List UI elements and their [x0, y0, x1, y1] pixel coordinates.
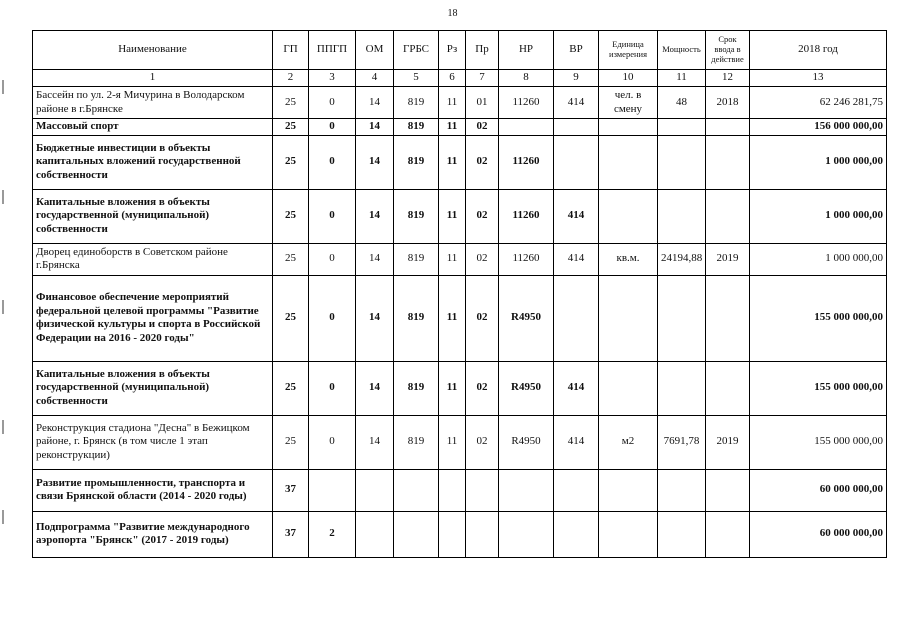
nr-cell	[499, 119, 554, 136]
column-number: 8	[499, 70, 554, 87]
term-cell: 2018	[706, 87, 750, 119]
table-row	[33, 275, 887, 361]
table-row	[33, 415, 887, 469]
table-row	[33, 189, 887, 243]
grbs-cell: 819	[394, 275, 439, 361]
term-cell	[706, 275, 750, 361]
term-cell	[706, 361, 750, 415]
nr-cell: 11260	[499, 87, 554, 119]
vr-cell: 414	[554, 243, 599, 275]
nr-cell: R4950	[499, 275, 554, 361]
power-cell	[658, 511, 706, 557]
grbs-cell: 819	[394, 87, 439, 119]
column-number: 7	[466, 70, 499, 87]
ppgp-cell: 0	[309, 119, 356, 136]
rz-cell	[439, 469, 466, 511]
amount-cell: 62 246 281,75	[750, 87, 887, 119]
header-cell: Наименование	[33, 31, 273, 70]
header-cell: Единица измерения	[599, 31, 658, 70]
vr-cell: 414	[554, 189, 599, 243]
page-number: 18	[447, 8, 458, 19]
column-number: 2	[273, 70, 309, 87]
nr-cell: 11260	[499, 189, 554, 243]
term-cell	[706, 189, 750, 243]
amount-cell: 60 000 000,00	[750, 469, 887, 511]
vr-cell	[554, 135, 599, 189]
row-name: Развитие промышленности, транспорта и связи Брянской области (2014 - 2020 годы)	[33, 469, 273, 511]
unit-cell	[599, 361, 658, 415]
power-cell: 7691,78	[658, 415, 706, 469]
rz-cell: 11	[439, 243, 466, 275]
om-cell: 14	[356, 275, 394, 361]
table-body	[33, 87, 887, 558]
column-number: 9	[554, 70, 599, 87]
amount-cell: 155 000 000,00	[750, 275, 887, 361]
nr-cell: R4950	[499, 415, 554, 469]
header-cell: 2018 год	[750, 31, 887, 70]
amount-cell: 60 000 000,00	[750, 511, 887, 557]
table-row	[33, 511, 887, 557]
gp-cell: 25	[273, 275, 309, 361]
gp-cell: 25	[273, 119, 309, 136]
column-number: 4	[356, 70, 394, 87]
om-cell: 14	[356, 415, 394, 469]
ppgp-cell: 0	[309, 361, 356, 415]
pr-cell: 02	[466, 415, 499, 469]
pr-cell: 01	[466, 87, 499, 119]
power-cell: 48	[658, 87, 706, 119]
nr-cell: R4950	[499, 361, 554, 415]
vr-cell	[554, 119, 599, 136]
column-number: 12	[706, 70, 750, 87]
header-cell: Рз	[439, 31, 466, 70]
power-cell	[658, 189, 706, 243]
grbs-cell: 819	[394, 415, 439, 469]
grbs-cell	[394, 511, 439, 557]
rz-cell: 11	[439, 415, 466, 469]
om-cell: 14	[356, 189, 394, 243]
amount-cell: 155 000 000,00	[750, 361, 887, 415]
vr-cell	[554, 511, 599, 557]
vr-cell: 414	[554, 415, 599, 469]
gp-cell: 25	[273, 135, 309, 189]
row-name: Бюджетные инвестиции в объекты капитальных вложений государственной собственности	[33, 135, 273, 189]
row-name: Бассейн по ул. 2-я Мичурина в Володарском районе в г.Брянске	[33, 87, 273, 119]
row-name: Реконструкция стадиона "Десна" в Бежицком районе, г. Брянск (в том числе 1 этап реконструкции)	[33, 415, 273, 469]
pr-cell: 02	[466, 243, 499, 275]
gp-cell: 25	[273, 415, 309, 469]
power-cell	[658, 469, 706, 511]
pr-cell: 02	[466, 275, 499, 361]
om-cell: 14	[356, 243, 394, 275]
table-row	[33, 361, 887, 415]
table-row	[33, 87, 887, 119]
header-cell: НР	[499, 31, 554, 70]
amount-cell: 1 000 000,00	[750, 189, 887, 243]
header-cell: Пр	[466, 31, 499, 70]
grbs-cell	[394, 469, 439, 511]
amount-cell: 1 000 000,00	[750, 135, 887, 189]
table-row	[33, 119, 887, 136]
nr-cell	[499, 511, 554, 557]
om-cell: 14	[356, 87, 394, 119]
rz-cell: 11	[439, 361, 466, 415]
term-cell	[706, 511, 750, 557]
column-number: 11	[658, 70, 706, 87]
unit-cell: м2	[599, 415, 658, 469]
pr-cell: 02	[466, 189, 499, 243]
gp-cell: 25	[273, 361, 309, 415]
rz-cell: 11	[439, 275, 466, 361]
unit-cell: кв.м.	[599, 243, 658, 275]
term-cell: 2019	[706, 243, 750, 275]
unit-cell	[599, 189, 658, 243]
header-cell: ОМ	[356, 31, 394, 70]
pr-cell: 02	[466, 361, 499, 415]
row-name: Капитальные вложения в объекты государственной (муниципальной) собственности	[33, 189, 273, 243]
vr-cell: 414	[554, 87, 599, 119]
row-name: Финансовое обеспечение мероприятий федеральной целевой программы "Развитие физической культуры и спорта в Российской Федерации на 2016 - 2020 годы"	[33, 275, 273, 361]
rz-cell: 11	[439, 87, 466, 119]
column-number: 5	[394, 70, 439, 87]
gp-cell: 37	[273, 511, 309, 557]
pr-cell	[466, 511, 499, 557]
rz-cell	[439, 511, 466, 557]
header-cell: ГРБС	[394, 31, 439, 70]
unit-cell	[599, 469, 658, 511]
power-cell	[658, 119, 706, 136]
ppgp-cell: 0	[309, 275, 356, 361]
grbs-cell: 819	[394, 119, 439, 136]
term-cell	[706, 135, 750, 189]
rz-cell: 11	[439, 135, 466, 189]
grbs-cell: 819	[394, 135, 439, 189]
column-number: 6	[439, 70, 466, 87]
ppgp-cell: 2	[309, 511, 356, 557]
rz-cell: 11	[439, 189, 466, 243]
row-name: Подпрограмма "Развитие международного аэропорта "Брянск" (2017 - 2019 годы)	[33, 511, 273, 557]
ppgp-cell: 0	[309, 189, 356, 243]
power-cell	[658, 275, 706, 361]
unit-cell	[599, 511, 658, 557]
unit-cell	[599, 135, 658, 189]
om-cell	[356, 511, 394, 557]
term-cell	[706, 119, 750, 136]
nr-cell	[499, 469, 554, 511]
column-number: 13	[750, 70, 887, 87]
gp-cell: 25	[273, 189, 309, 243]
om-cell: 14	[356, 135, 394, 189]
table-row	[33, 243, 887, 275]
header-cell: ВР	[554, 31, 599, 70]
header-cell: Мощность	[658, 31, 706, 70]
unit-cell	[599, 275, 658, 361]
grbs-cell: 819	[394, 361, 439, 415]
pr-cell	[466, 469, 499, 511]
scan-margin-marks	[2, 40, 5, 600]
column-number: 3	[309, 70, 356, 87]
power-cell: 24194,88	[658, 243, 706, 275]
budget-table	[32, 30, 887, 558]
ppgp-cell: 0	[309, 243, 356, 275]
row-name: Дворец единоборств в Советском районе г.Брянска	[33, 243, 273, 275]
ppgp-cell: 0	[309, 135, 356, 189]
gp-cell: 37	[273, 469, 309, 511]
grbs-cell: 819	[394, 243, 439, 275]
ppgp-cell: 0	[309, 87, 356, 119]
table-row	[33, 469, 887, 511]
amount-cell: 156 000 000,00	[750, 119, 887, 136]
ppgp-cell	[309, 469, 356, 511]
nr-cell: 11260	[499, 243, 554, 275]
om-cell	[356, 469, 394, 511]
amount-cell: 155 000 000,00	[750, 415, 887, 469]
gp-cell: 25	[273, 87, 309, 119]
nr-cell: 11260	[499, 135, 554, 189]
row-name: Массовый спорт	[33, 119, 273, 136]
unit-cell	[599, 119, 658, 136]
ppgp-cell: 0	[309, 415, 356, 469]
vr-cell: 414	[554, 361, 599, 415]
term-cell	[706, 469, 750, 511]
table-row	[33, 135, 887, 189]
header-cell: ППГП	[309, 31, 356, 70]
header-cell: Срок ввода в действие	[706, 31, 750, 70]
column-number-row	[33, 70, 887, 87]
column-number: 10	[599, 70, 658, 87]
om-cell: 14	[356, 119, 394, 136]
header-cell: ГП	[273, 31, 309, 70]
unit-cell: чел. в смену	[599, 87, 658, 119]
pr-cell: 02	[466, 135, 499, 189]
pr-cell: 02	[466, 119, 499, 136]
header-row	[33, 31, 887, 70]
amount-cell: 1 000 000,00	[750, 243, 887, 275]
grbs-cell: 819	[394, 189, 439, 243]
vr-cell	[554, 469, 599, 511]
power-cell	[658, 361, 706, 415]
om-cell: 14	[356, 361, 394, 415]
gp-cell: 25	[273, 243, 309, 275]
rz-cell: 11	[439, 119, 466, 136]
term-cell: 2019	[706, 415, 750, 469]
row-name: Капитальные вложения в объекты государственной (муниципальной) собственности	[33, 361, 273, 415]
power-cell	[658, 135, 706, 189]
vr-cell	[554, 275, 599, 361]
column-number: 1	[33, 70, 273, 87]
